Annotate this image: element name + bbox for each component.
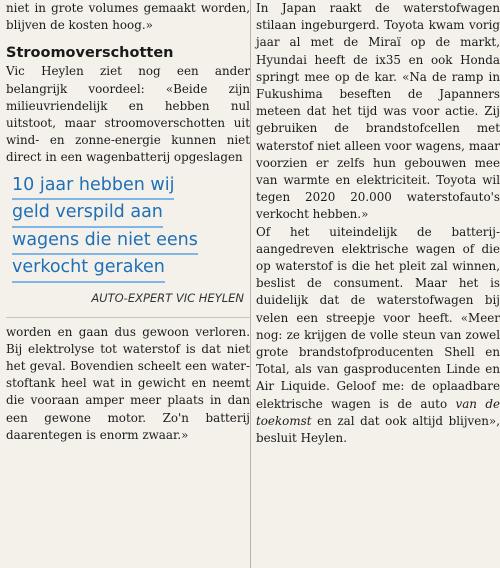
pull-quote-attribution: AUTO-EXPERT VIC HEYLEN [91,290,244,305]
body-text: Of het uiteindelijk de batterijaangedreven elektrische wagen of die op waterstof is die het pleit zal winnen, beslist de consument. Maar het is duidelijk dat de waterstofwagen bij velen een streepje voor heeft. «Meer nog: ze krijgen de volle steun van zowel grote brandstofproducenten Shell en Total, als van gasproducenten Linde en Air Liquide. Geloof me: de oplaadbare elektrische wagen is de auto [256,224,500,411]
pull-quote-line: geld verspild aan [12,200,163,228]
pull-quote-line: 10 jaar hebben wij [12,173,174,201]
pull-quote-line: verkocht geraken [12,255,165,283]
pull-quote-line: wagens die niet eens [12,228,198,256]
body-paragraph: Vic Heylen ziet nog een ander belangrijk voordeel: «Beide zijn milieuvriendelijk en hebben nul uitstoot, maar stroomoverschotten uit wind- en zonne-energie kunnen niet direct in een wagenbatterij opgeslagen [6,64,250,165]
pull-quote-separator [6,317,250,318]
column-divider [250,0,251,568]
subheading: Stroomoverschotten [6,45,174,62]
pull-quote [6,173,250,283]
right-column [256,0,500,447]
body-paragraph [256,224,500,448]
body-text: en zal dat ook altijd blijven», besluit Heylen. [256,413,500,446]
intro-paragraph: niet in grote volumes gemaakt worden, blijven de kosten hoog.» [6,1,250,33]
left-column [6,0,250,444]
body-paragraph: worden en gaan dus gewoon verloren. Bij elektrolyse tot waterstof is dat niet het geval. Bovendien scheelt een waterstoftank heel wat in gewicht en neemt die vooraan amper meer plaats in dan een gewone motor. Zo'n batterij daarentegen is enorm zwaar.» [6,324,250,442]
body-paragraph: In Japan raakt de waterstofwagen stilaan ingeburgerd. Toyota kwam vorig jaar al met de Miraï op de markt, Hyundai heeft de ix35 en ook Honda springt mee op de kar. «Na de ramp in Fukushima beseften de Japanners meteen dat het tijd was voor actie. Zij gebruiken de brandstofcellen met waterstof niet alleen voor wagens, maar voorzien er zelfs hun gebouwen mee van warmte en elektriciteit. Toyota wil tegen 2020 20.000 waterstofauto's verkocht hebben.» [256,1,500,222]
italic-phrase: van de toekomst [256,396,500,428]
pull-quote-text [12,173,244,283]
